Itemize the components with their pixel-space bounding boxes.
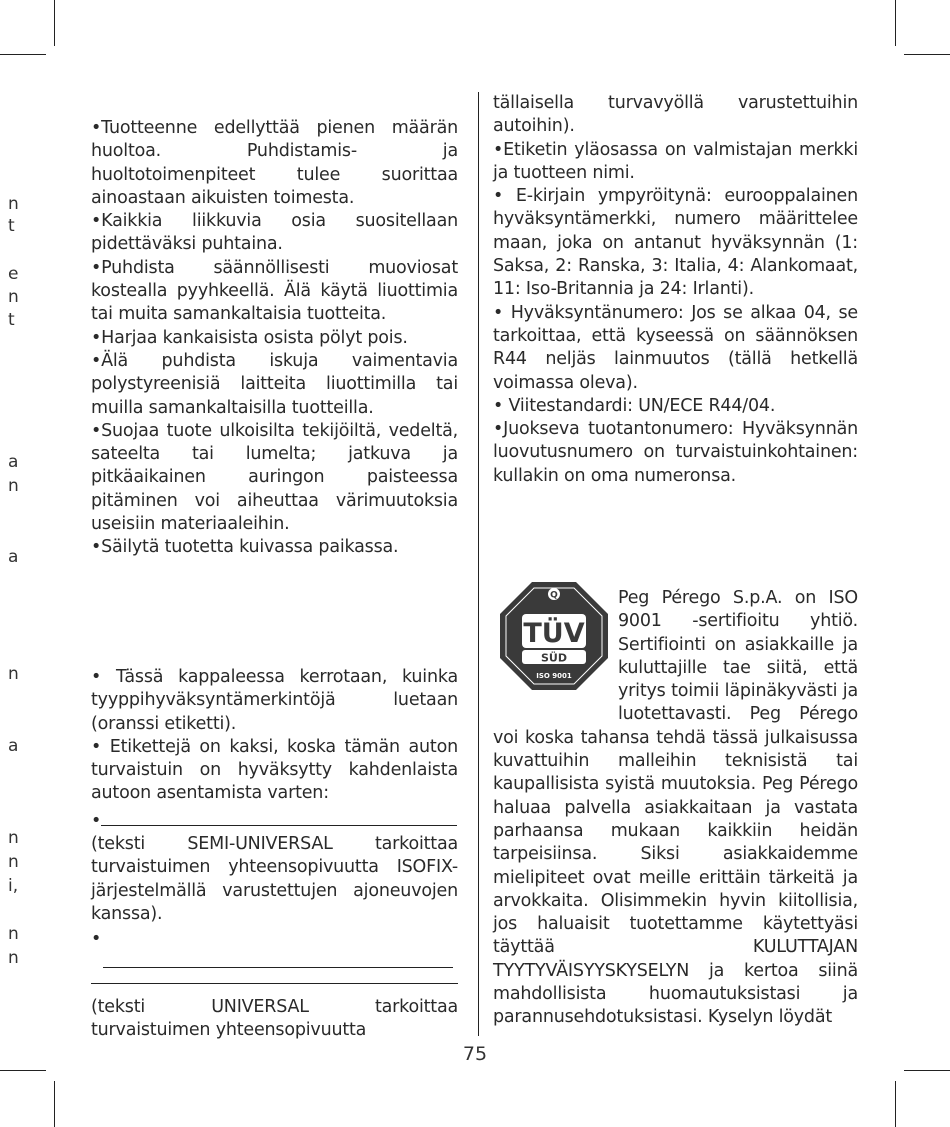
paragraph: (teksti UNIVERSAL tarkoittaa turvaistuimen yhteensopivuutta (91, 996, 458, 1041)
crop-mark (895, 0, 896, 46)
crop-mark (0, 54, 46, 55)
paragraph: (teksti SEMI-UNIVERSAL tarkoittaa turvaistuimen yhteensopivuutta ISOFIX-järjestelmällä varustettujen ajoneuvojen kanssa). (91, 834, 458, 924)
blank-rule (91, 975, 458, 984)
seal-sub: SÜD (541, 651, 567, 665)
seal-spacer (493, 587, 618, 707)
edge-fragment: t (8, 216, 15, 236)
blank-rule (103, 967, 453, 968)
paragraph: •Puhdista säännöllisesti muoviosat kostealla pyyhkeellä. Älä käytä liuottimia tai muita samankaltaisia tuotteita. (91, 257, 458, 325)
crop-mark (904, 1070, 950, 1071)
paragraph: • Tässä kappaleessa kerrotaan, kuinka tyyppihyväksyntämerkintöjä luetaan (oranssi etiketti). (91, 667, 458, 734)
edge-fragment: a (8, 736, 19, 756)
paragraph: • Viitestandardi: UN/ECE R44/04. (493, 395, 776, 416)
edge-fragment: n (8, 287, 19, 307)
seal-q: Q (550, 590, 558, 601)
bullet: • (91, 810, 102, 831)
blank-rule (101, 825, 457, 826)
edge-fragment: i, (8, 876, 19, 896)
edge-fragment: a (8, 452, 19, 472)
crop-mark (54, 1081, 55, 1127)
crop-mark (904, 54, 950, 55)
seal-brand: TÜV (523, 618, 585, 649)
crop-mark (895, 1081, 896, 1127)
paragraph: •Tuotteenne edellyttää pienen määrän huoltoa. Puhdistamis- ja huoltotoimenpiteet tulee suorittaa ainoastaan aikuisten toimesta. (91, 118, 458, 208)
edge-fragment: n (8, 924, 19, 944)
paragraph: •Suojaa tuote ulkoisilta tekijöiltä, vedeltä, sateelta tai lumelta; jatkuva ja pitkäaikainen auringon paisteessa pitäminen voi aiheuttaa värimuutoksia useisiin materiaaleihin. (91, 420, 458, 535)
edge-fragment: n (8, 194, 19, 214)
paragraph: •Säilytä tuotetta kuivassa paikassa. (91, 537, 399, 558)
seal-cert: ISO 9001 (536, 672, 572, 680)
edge-fragment: t (8, 310, 15, 330)
paragraph: •Älä puhdista iskuja vaimentavia polystyreenisiä laitteita liuottimilla tai muilla samankaltaisilla tuotteilla. (91, 350, 458, 418)
edge-fragment: n (8, 948, 19, 968)
bullet-semi-universal (91, 810, 458, 833)
label-explanation-section (493, 92, 858, 488)
crop-mark (0, 1070, 46, 1071)
bullet-universal (91, 928, 458, 975)
paragraph: •Harjaa kankaisista osista pölyt pois. (91, 327, 408, 348)
maintenance-section (91, 117, 458, 560)
paragraph: •Juokseva tuotantonumero: Hyväksynnän luovutusnumero on turvaistuinkohtainen: kullakin on oma numeronsa. (493, 419, 858, 486)
bullet: • (91, 929, 102, 950)
edge-fragment: a (8, 547, 19, 567)
crop-mark (54, 0, 55, 46)
edge-fragment: n (8, 664, 19, 684)
paragraph: •Kaikkia liikkuvia osia suositellaan pidettäväksi puhtaina. (91, 211, 458, 255)
paragraph: •Etiketin yläosassa on valmistajan merkki ja tuotteen nimi. (493, 139, 858, 183)
paragraph: • Hyväksyntänumero: Jos se alkaa 04, se tarkoittaa, että kyseessä on säännöksen R44 neljäs lainmuutos (tällä hetkellä voimassa oleva). (493, 302, 858, 393)
page-number: 75 (462, 1043, 488, 1065)
paragraph: Peg Pérego S.p.A. on ISO 9001 -sertifioitu yhtiö. Sertifiointi on asiakkaille ja kuluttajille tae siitä, että yritys toimii läpinäkyvästi ja luotettavasti. Peg Pérego voi koska tahansa tehdä tässä julkaisussa kuvattuihin malleihin teknisistä tai kaupallisista syistä muutoksia. Peg Pérego haluaa palvella asiakkaitaan ja vastata parhaansa mukaan kaikkiin heidän tarpeisiinsa. Siksi asiakkaidemme mielipiteet ovat meille erittäin tärkeitä ja arvokkaita. Olisimmekin hyvin kiitollisia, jos haluaisit tuotettamme käytettyäsi täyttää KULUTTAJAN TYYTYVÄISYYSKYSELYN ja kertoa siinä mahdollisista huomautuksistasi ja parannusehdotuksistasi. Kyselyn löydät (493, 588, 858, 1028)
edge-fragment: n (8, 828, 19, 848)
paragraph: tällaisella turvavyöllä varustettuihin autoihin). (493, 93, 858, 137)
approval-labels-section (91, 666, 458, 1042)
column-divider (478, 92, 479, 1036)
edge-fragment: n (8, 476, 19, 496)
paragraph: • Etikettejä on kaksi, koska tämän auton turvaistuin on hyväksytty kahdenlaista autoon asentamista varten: (91, 736, 458, 804)
edge-fragment: n (8, 852, 19, 872)
certification-section (493, 587, 858, 1030)
edge-fragment: e (8, 264, 19, 284)
paragraph: • E-kirjain ympyröitynä: eurooppalainen hyväksyntämerkki, numero määrittelee maan, joka on antanut hyväksynnän (1: Saksa, 2: Ranska, 3: Italia, 4: Alankomaat, 11: Iso-Britannia ja 24: Irlanti). (493, 186, 858, 300)
